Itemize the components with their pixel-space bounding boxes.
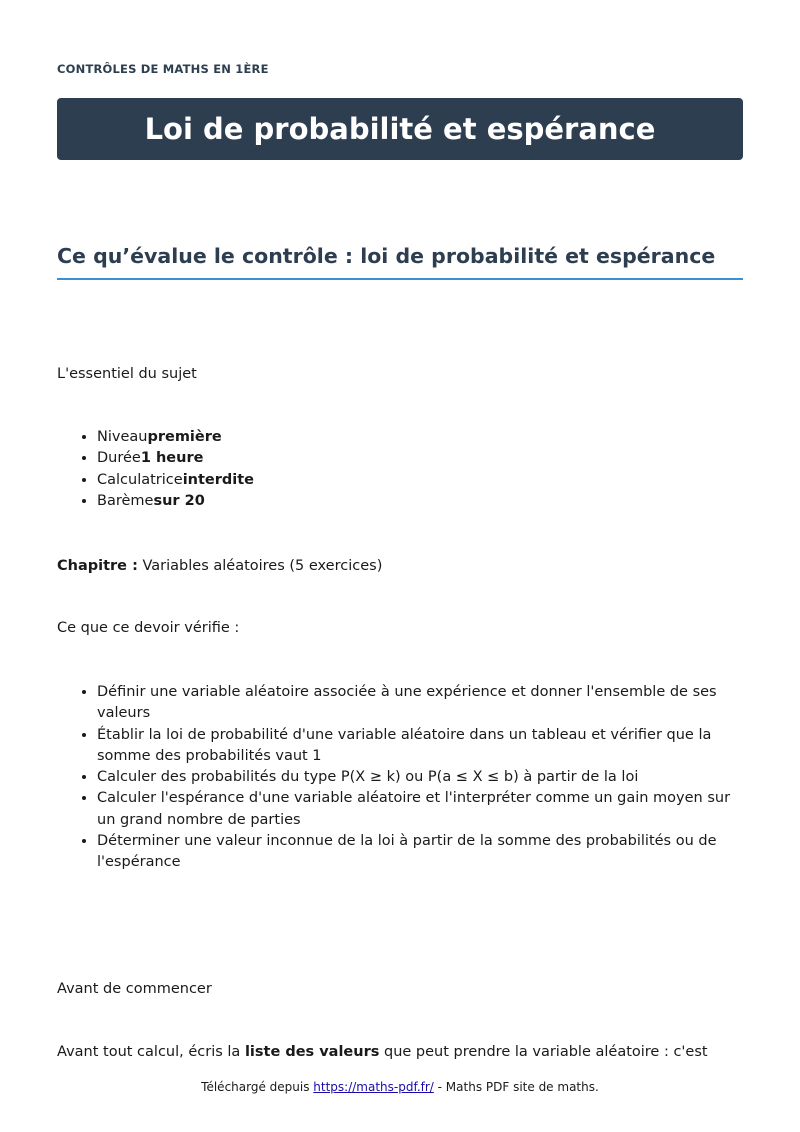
verifie-list <box>57 682 743 874</box>
footer-text-end: - Maths PDF site de maths. <box>433 1080 599 1094</box>
chapitre-label: Chapitre : <box>57 558 138 574</box>
essentiel-list <box>57 427 743 512</box>
item-label: Niveau <box>97 429 148 445</box>
list-item: • Calculer l'espérance d'une variable aléatoire et l'interpréter comme un gain moyen sur un grand nombre de parties <box>97 788 743 831</box>
list-item: • Déterminer une valeur inconnue de la loi à partir de la somme des probabilités ou de l'espérance <box>97 831 743 874</box>
list-item: • Établir la loi de probabilité d'une variable aléatoire dans un tableau et vérifier que la somme des probabilités vaut 1 <box>97 725 743 768</box>
avant-text-start: Avant tout calcul, écris la <box>57 1044 245 1060</box>
list-item <box>97 470 743 491</box>
footer-link[interactable]: https://maths-pdf.fr/ <box>313 1080 434 1094</box>
avant-text-bold: liste des valeurs <box>244 1044 380 1060</box>
avant-heading: Avant de commencer <box>57 981 212 997</box>
list-item <box>97 491 743 512</box>
avant-text-end: que peut prendre la variable aléatoire : c'est <box>379 1044 708 1060</box>
essentiel-heading: L'essentiel du sujet <box>57 366 197 382</box>
item-label: Calculatrice <box>97 471 183 488</box>
item-value: 1 heure <box>140 450 204 467</box>
avant-paragraph <box>57 1042 708 1063</box>
chapitre-value: Variables aléatoires (5 exercices) <box>142 558 383 574</box>
list-item <box>97 427 743 448</box>
title-banner <box>57 98 743 160</box>
item-value: première <box>147 429 222 445</box>
list-item: • Calculer des probabilités du type P(X ≥ k) ou P(a ≤ X ≤ b) à partir de la loi <box>97 767 743 788</box>
list-item: • Définir une variable aléatoire associée à une expérience et donner l'ensemble de ses valeurs <box>97 682 743 725</box>
page-title: Loi de probabilité et espérance <box>144 112 656 146</box>
item-label: Barème <box>97 492 154 509</box>
verifie-heading: Ce que ce devoir vérifie : <box>57 620 240 636</box>
item-value: sur 20 <box>153 492 205 509</box>
series-kicker: CONTRÔLES DE MATHS EN 1ÈRE <box>57 62 269 76</box>
list-item <box>97 448 743 469</box>
item-label: Durée <box>97 450 141 467</box>
chapitre-line <box>57 556 382 577</box>
section-title: Ce qu’évalue le contrôle : loi de probabilité et espérance <box>57 244 743 280</box>
item-value: interdite <box>182 471 255 488</box>
footer-text-start: Téléchargé depuis <box>201 1080 314 1094</box>
page-footer <box>0 1080 800 1094</box>
